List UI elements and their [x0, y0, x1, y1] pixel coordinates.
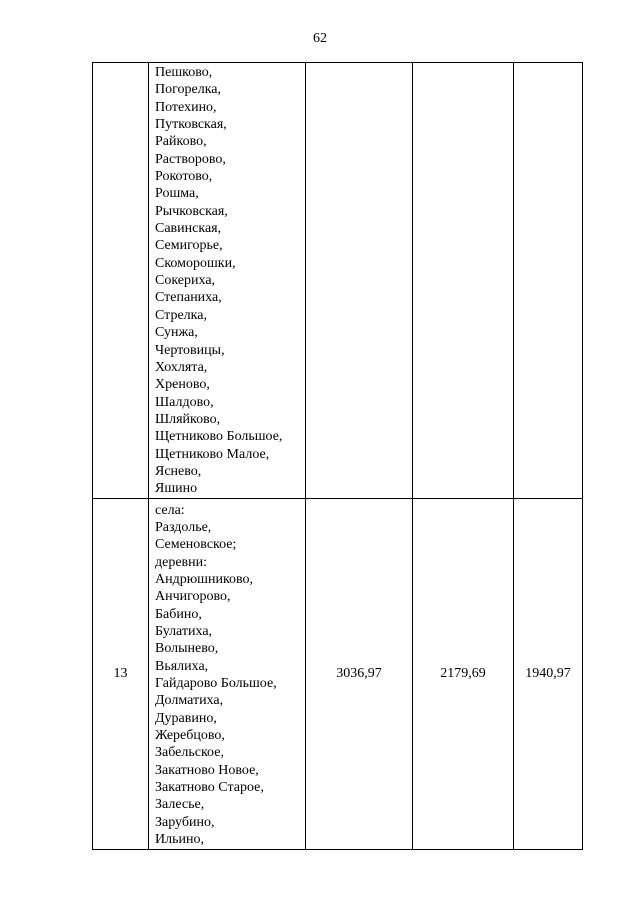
settlement-name: Семеновское; [155, 537, 237, 553]
value-cell-2: 2179,69 [413, 498, 514, 849]
table-row [93, 63, 583, 499]
settlement-name: Рокотово, [155, 169, 213, 185]
settlement-name: Рычковская, [155, 203, 228, 219]
settlement-name: Дуравино, [155, 710, 217, 726]
settlement-name: Щетниково Большое, [155, 429, 283, 445]
settlement-name: Семигорье, [155, 238, 223, 254]
settlement-name: Яшино [155, 481, 198, 497]
settlement-name: Бабино, [155, 606, 202, 622]
settlement-name: Райково, [155, 134, 207, 150]
settlement-name: Ильино, [155, 832, 204, 848]
settlement-name: Степаниха, [155, 290, 222, 306]
settlement-names-cell [149, 63, 306, 499]
value-cell-3 [514, 63, 583, 499]
settlement-name: Булатиха, [155, 624, 213, 639]
settlement-name: Стрелка, [155, 307, 207, 323]
settlement-name: Шалдово, [155, 394, 214, 410]
settlement-name: Пешково, [155, 65, 213, 80]
settlement-name: деревни: [155, 554, 208, 570]
settlement-name: Жеребцово, [155, 728, 225, 744]
settlement-name: Хохлята, [155, 359, 208, 375]
table-row [93, 498, 583, 849]
settlement-name: Погорелка, [155, 82, 222, 98]
settlement-name: Закатново Новое, [155, 762, 259, 778]
page-number: 62 [313, 31, 327, 46]
value-cell-1 [306, 63, 413, 499]
value-cell-3: 1940,97 [514, 498, 583, 849]
settlement-name: Шляйково, [155, 411, 221, 427]
settlement-name: Анчигорово, [155, 589, 231, 605]
value-cell-1: 3036,97 [306, 498, 413, 849]
settlements-table [92, 62, 583, 850]
settlement-name: Закатново Старое, [155, 780, 264, 796]
settlement-name: Раздолье, [155, 519, 212, 535]
settlement-name: Савинская, [155, 221, 222, 237]
settlement-name: Вьялиха, [155, 658, 209, 674]
settlement-name: Щетниково Малое, [155, 446, 270, 462]
settlement-name: Сунжа, [155, 325, 198, 341]
settlement-name: Скоморошки, [155, 255, 236, 271]
value-cell-2 [413, 63, 514, 499]
row-number-cell [93, 63, 149, 499]
settlement-name: Путковская, [155, 117, 227, 133]
settlement-name: Хреново, [155, 377, 210, 393]
settlement-name: Яснево, [155, 463, 202, 479]
settlement-name: Чертовицы, [155, 342, 225, 358]
settlement-name: Волынево, [155, 641, 219, 657]
settlement-name: Растворово, [155, 151, 226, 167]
settlement-name: Залесье, [155, 797, 205, 813]
settlement-name: Гайдарово Большое, [155, 676, 277, 692]
settlement-name: Андрюшниково, [155, 571, 254, 587]
settlement-name: села: [155, 502, 185, 518]
settlement-name: Сокериха, [155, 273, 216, 289]
settlement-names-cell [149, 498, 306, 849]
settlement-name: Рошма, [155, 186, 199, 202]
settlement-name: Забельское, [155, 745, 224, 761]
settlement-name: Потехино, [155, 99, 217, 115]
settlement-name: Долматиха, [155, 693, 224, 709]
row-number-cell: 13 [93, 498, 149, 849]
settlement-name: Зарубино, [155, 814, 215, 830]
